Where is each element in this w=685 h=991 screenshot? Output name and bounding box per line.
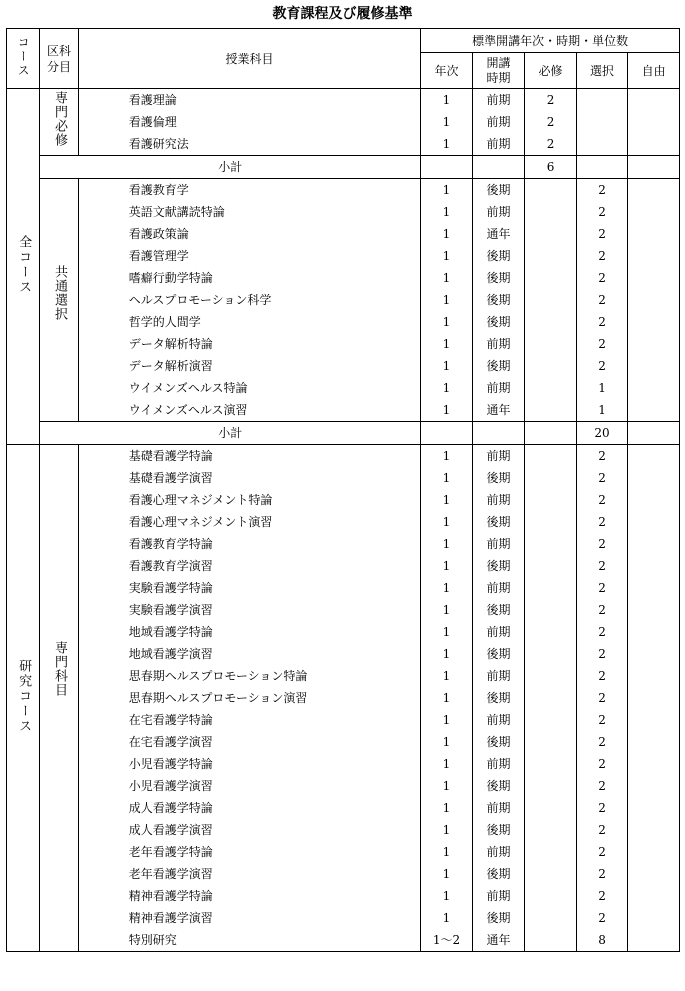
subject-cell: 精神看護学特論 <box>78 885 421 907</box>
year-cell: 1 <box>421 863 473 885</box>
required-cell <box>525 687 577 709</box>
table-row <box>7 89 680 112</box>
period-cell: 前期 <box>472 797 525 819</box>
free-cell <box>628 577 680 599</box>
table-row <box>7 643 680 665</box>
subject-cell: 看護研究法 <box>78 133 421 156</box>
header-category: 区科 分目 <box>40 29 78 89</box>
table-row <box>7 599 680 621</box>
year-cell: 1 <box>421 687 473 709</box>
elective-cell: 2 <box>576 355 628 377</box>
subject-cell: 看護心理マネジメント演習 <box>78 511 421 533</box>
required-cell <box>525 179 577 202</box>
category-cell: 共通選択 <box>40 179 78 422</box>
elective-cell: 2 <box>576 201 628 223</box>
subject-cell: 看護管理学 <box>78 245 421 267</box>
table-row <box>7 797 680 819</box>
elective-cell: 2 <box>576 445 628 468</box>
table-row <box>7 885 680 907</box>
period-cell: 後期 <box>472 245 525 267</box>
subject-cell: 精神看護学演習 <box>78 907 421 929</box>
subtotal-label: 小計 <box>40 422 421 445</box>
free-cell <box>628 311 680 333</box>
elective-cell: 2 <box>576 907 628 929</box>
period-cell: 前期 <box>472 709 525 731</box>
free-cell <box>628 555 680 577</box>
table-row <box>7 731 680 753</box>
elective-cell <box>576 89 628 112</box>
period-cell: 前期 <box>472 111 525 133</box>
period-cell: 後期 <box>472 511 525 533</box>
subtotal-free-cell <box>628 156 680 179</box>
period-cell: 前期 <box>472 133 525 156</box>
subject-cell: ウイメンズヘルス特論 <box>78 377 421 399</box>
period-cell: 後期 <box>472 775 525 797</box>
year-cell: 1 <box>421 289 473 311</box>
required-cell <box>525 467 577 489</box>
subject-cell: 在宅看護学特論 <box>78 709 421 731</box>
free-cell <box>628 89 680 112</box>
free-cell <box>628 333 680 355</box>
free-cell <box>628 599 680 621</box>
header-subject: 授業科目 <box>78 29 421 89</box>
elective-cell: 2 <box>576 643 628 665</box>
required-cell <box>525 885 577 907</box>
subtotal-elective <box>576 156 628 179</box>
subtotal-period-cell <box>472 422 525 445</box>
year-cell: 1 <box>421 467 473 489</box>
period-cell: 前期 <box>472 665 525 687</box>
free-cell <box>628 445 680 468</box>
header-year: 年次 <box>421 53 473 89</box>
required-cell <box>525 445 577 468</box>
table-row <box>7 267 680 289</box>
subject-cell: 老年看護学特論 <box>78 841 421 863</box>
year-cell: 1 <box>421 179 473 202</box>
subject-cell: データ解析特論 <box>78 333 421 355</box>
free-cell <box>628 133 680 156</box>
free-cell <box>628 179 680 202</box>
category-cell: 専門必修 <box>40 89 78 156</box>
subtotal-row <box>7 156 680 179</box>
table-row <box>7 133 680 156</box>
elective-cell: 2 <box>576 665 628 687</box>
period-cell: 後期 <box>472 289 525 311</box>
period-cell: 後期 <box>472 819 525 841</box>
year-cell: 1 <box>421 643 473 665</box>
required-cell <box>525 665 577 687</box>
required-cell: 2 <box>525 89 577 112</box>
table-header <box>7 29 680 89</box>
year-cell: 1 <box>421 753 473 775</box>
header-required: 必修 <box>525 53 577 89</box>
required-cell <box>525 841 577 863</box>
subtotal-required: 6 <box>525 156 577 179</box>
table-row <box>7 223 680 245</box>
table-row <box>7 753 680 775</box>
subject-cell: 思春期ヘルスプロモーション演習 <box>78 687 421 709</box>
required-cell <box>525 621 577 643</box>
elective-cell <box>576 133 628 156</box>
required-cell <box>525 489 577 511</box>
free-cell <box>628 863 680 885</box>
table-row <box>7 377 680 399</box>
subject-cell: 在宅看護学演習 <box>78 731 421 753</box>
required-cell <box>525 775 577 797</box>
free-cell <box>628 621 680 643</box>
required-cell <box>525 245 577 267</box>
period-cell: 前期 <box>472 89 525 112</box>
required-cell <box>525 731 577 753</box>
year-cell: 1 <box>421 111 473 133</box>
subject-cell: 看護倫理 <box>78 111 421 133</box>
year-cell: 1 <box>421 311 473 333</box>
free-cell <box>628 643 680 665</box>
period-cell: 前期 <box>472 489 525 511</box>
subject-cell: 地域看護学演習 <box>78 643 421 665</box>
header-elective: 選択 <box>576 53 628 89</box>
table-row <box>7 929 680 952</box>
subject-cell: ウイメンズヘルス演習 <box>78 399 421 422</box>
page-title: 教育課程及び履修基準 <box>272 6 413 22</box>
period-cell: 後期 <box>472 267 525 289</box>
free-cell <box>628 489 680 511</box>
year-cell: 1 <box>421 445 473 468</box>
elective-cell: 2 <box>576 511 628 533</box>
subject-cell: 看護心理マネジメント特論 <box>78 489 421 511</box>
year-cell: 1 <box>421 907 473 929</box>
period-cell: 前期 <box>472 885 525 907</box>
period-cell: 前期 <box>472 445 525 468</box>
free-cell <box>628 687 680 709</box>
subtotal-row <box>7 422 680 445</box>
table-row <box>7 399 680 422</box>
year-cell: 1 <box>421 797 473 819</box>
elective-cell: 2 <box>576 775 628 797</box>
year-cell: 1 <box>421 245 473 267</box>
period-cell: 通年 <box>472 929 525 952</box>
subject-cell: 看護教育学演習 <box>78 555 421 577</box>
free-cell <box>628 467 680 489</box>
table-row <box>7 333 680 355</box>
elective-cell: 2 <box>576 885 628 907</box>
year-cell: 1 <box>421 377 473 399</box>
subject-cell: 特別研究 <box>78 929 421 952</box>
year-cell: 1 <box>421 577 473 599</box>
subject-cell: 英語文献講読特論 <box>78 201 421 223</box>
year-cell: 1 <box>421 533 473 555</box>
required-cell <box>525 511 577 533</box>
subject-cell: ヘルスプロモーション科学 <box>78 289 421 311</box>
table-row <box>7 201 680 223</box>
year-cell: 1 <box>421 201 473 223</box>
year-cell: 1 <box>421 731 473 753</box>
elective-cell: 2 <box>576 333 628 355</box>
period-cell: 後期 <box>472 355 525 377</box>
subject-cell: データ解析演習 <box>78 355 421 377</box>
free-cell <box>628 201 680 223</box>
free-cell <box>628 399 680 422</box>
elective-cell: 2 <box>576 467 628 489</box>
year-cell: 1 <box>421 819 473 841</box>
required-cell <box>525 311 577 333</box>
free-cell <box>628 223 680 245</box>
required-cell <box>525 333 577 355</box>
free-cell <box>628 709 680 731</box>
elective-cell <box>576 111 628 133</box>
table-row <box>7 819 680 841</box>
free-cell <box>628 907 680 929</box>
course-cell: 全コース <box>7 89 40 445</box>
year-cell: 1 <box>421 489 473 511</box>
required-cell <box>525 709 577 731</box>
period-cell: 後期 <box>472 687 525 709</box>
subject-cell: 実験看護学演習 <box>78 599 421 621</box>
year-cell: 1 <box>421 665 473 687</box>
year-cell: 1 <box>421 841 473 863</box>
elective-cell: 2 <box>576 577 628 599</box>
required-cell <box>525 355 577 377</box>
elective-cell: 2 <box>576 267 628 289</box>
period-cell: 前期 <box>472 621 525 643</box>
year-cell: 1 <box>421 621 473 643</box>
elective-cell: 2 <box>576 753 628 775</box>
table-row <box>7 245 680 267</box>
year-cell: 1 <box>421 333 473 355</box>
period-cell: 通年 <box>472 223 525 245</box>
subject-cell: 看護理論 <box>78 89 421 112</box>
elective-cell: 2 <box>576 709 628 731</box>
period-cell: 通年 <box>472 399 525 422</box>
subtotal-elective: 20 <box>576 422 628 445</box>
year-cell: 1 <box>421 555 473 577</box>
free-cell <box>628 885 680 907</box>
table-row <box>7 775 680 797</box>
table-row <box>7 289 680 311</box>
period-cell: 後期 <box>472 599 525 621</box>
required-cell <box>525 201 577 223</box>
elective-cell: 2 <box>576 555 628 577</box>
elective-cell: 2 <box>576 863 628 885</box>
elective-cell: 2 <box>576 797 628 819</box>
table-row <box>7 621 680 643</box>
elective-cell: 8 <box>576 929 628 952</box>
elective-cell: 2 <box>576 245 628 267</box>
period-cell: 後期 <box>472 467 525 489</box>
period-cell: 後期 <box>472 863 525 885</box>
required-cell <box>525 863 577 885</box>
year-cell: 1 <box>421 267 473 289</box>
year-cell: 1 <box>421 885 473 907</box>
period-cell: 後期 <box>472 907 525 929</box>
subtotal-year-cell <box>421 422 473 445</box>
table-row <box>7 445 680 468</box>
year-cell: 1 <box>421 599 473 621</box>
elective-cell: 2 <box>576 841 628 863</box>
elective-cell: 2 <box>576 731 628 753</box>
elective-cell: 2 <box>576 311 628 333</box>
elective-cell: 2 <box>576 179 628 202</box>
elective-cell: 2 <box>576 819 628 841</box>
table-row <box>7 841 680 863</box>
table-row <box>7 179 680 202</box>
category-cell: 専門科目 <box>40 445 78 952</box>
subject-cell: 成人看護学演習 <box>78 819 421 841</box>
period-cell: 後期 <box>472 179 525 202</box>
subject-cell: 看護教育学 <box>78 179 421 202</box>
elective-cell: 2 <box>576 621 628 643</box>
required-cell: 2 <box>525 111 577 133</box>
required-cell <box>525 399 577 422</box>
table-row <box>7 489 680 511</box>
required-cell <box>525 643 577 665</box>
elective-cell: 2 <box>576 489 628 511</box>
table-row <box>7 577 680 599</box>
period-cell: 前期 <box>472 377 525 399</box>
subject-cell: 基礎看護学演習 <box>78 467 421 489</box>
elective-cell: 2 <box>576 289 628 311</box>
table-body <box>7 89 680 952</box>
free-cell <box>628 819 680 841</box>
subject-cell: 看護政策論 <box>78 223 421 245</box>
free-cell <box>628 267 680 289</box>
free-cell <box>628 533 680 555</box>
table-row <box>7 111 680 133</box>
free-cell <box>628 841 680 863</box>
subject-cell: 実験看護学特論 <box>78 577 421 599</box>
header-period: 開講 時期 <box>472 53 525 89</box>
subject-cell: 嗜癖行動学特論 <box>78 267 421 289</box>
period-cell: 前期 <box>472 201 525 223</box>
required-cell <box>525 797 577 819</box>
period-cell: 前期 <box>472 333 525 355</box>
required-cell <box>525 819 577 841</box>
free-cell <box>628 929 680 952</box>
subject-cell: 成人看護学特論 <box>78 797 421 819</box>
elective-cell: 1 <box>576 399 628 422</box>
free-cell <box>628 775 680 797</box>
header-standard: 標準開講年次・時期・単位数 <box>421 29 680 53</box>
free-cell <box>628 245 680 267</box>
table-row <box>7 511 680 533</box>
period-cell: 後期 <box>472 555 525 577</box>
period-cell: 後期 <box>472 731 525 753</box>
period-cell: 前期 <box>472 841 525 863</box>
subject-cell: 小児看護学演習 <box>78 775 421 797</box>
required-cell <box>525 223 577 245</box>
subject-cell: 基礎看護学特論 <box>78 445 421 468</box>
subtotal-year-cell <box>421 156 473 179</box>
year-cell: 1 <box>421 223 473 245</box>
elective-cell: 2 <box>576 533 628 555</box>
year-cell: 1 <box>421 775 473 797</box>
period-cell: 後期 <box>472 643 525 665</box>
subject-cell: 哲学的人間学 <box>78 311 421 333</box>
free-cell <box>628 511 680 533</box>
subject-cell: 小児看護学特論 <box>78 753 421 775</box>
table-row <box>7 863 680 885</box>
elective-cell: 2 <box>576 223 628 245</box>
required-cell <box>525 577 577 599</box>
table-row <box>7 467 680 489</box>
required-cell: 2 <box>525 133 577 156</box>
table-row <box>7 555 680 577</box>
free-cell <box>628 797 680 819</box>
free-cell <box>628 111 680 133</box>
free-cell <box>628 731 680 753</box>
subject-cell: 思春期ヘルスプロモーション特論 <box>78 665 421 687</box>
period-cell: 後期 <box>472 311 525 333</box>
table-row <box>7 907 680 929</box>
period-cell: 前期 <box>472 577 525 599</box>
required-cell <box>525 907 577 929</box>
subtotal-required <box>525 422 577 445</box>
free-cell <box>628 377 680 399</box>
course-cell: 研究コース <box>7 445 40 952</box>
year-cell: 1 <box>421 89 473 112</box>
year-cell: 1 <box>421 399 473 422</box>
period-cell: 前期 <box>472 753 525 775</box>
table-row <box>7 665 680 687</box>
subtotal-label: 小計 <box>40 156 421 179</box>
subtotal-free-cell <box>628 422 680 445</box>
year-cell: 1 <box>421 133 473 156</box>
required-cell <box>525 267 577 289</box>
header-course: コース <box>7 29 40 89</box>
header-free: 自由 <box>628 53 680 89</box>
required-cell <box>525 555 577 577</box>
table-row <box>7 311 680 333</box>
free-cell <box>628 289 680 311</box>
table-row <box>7 687 680 709</box>
subtotal-period-cell <box>472 156 525 179</box>
table-row <box>7 709 680 731</box>
year-cell: 1 <box>421 355 473 377</box>
elective-cell: 2 <box>576 599 628 621</box>
free-cell <box>628 355 680 377</box>
required-cell <box>525 753 577 775</box>
required-cell <box>525 533 577 555</box>
required-cell <box>525 599 577 621</box>
required-cell <box>525 289 577 311</box>
free-cell <box>628 665 680 687</box>
free-cell <box>628 753 680 775</box>
curriculum-table <box>6 28 680 952</box>
table-row <box>7 533 680 555</box>
elective-cell: 1 <box>576 377 628 399</box>
required-cell <box>525 929 577 952</box>
year-cell: 1 <box>421 511 473 533</box>
required-cell <box>525 377 577 399</box>
subject-cell: 看護教育学特論 <box>78 533 421 555</box>
year-cell: 1 <box>421 709 473 731</box>
subject-cell: 老年看護学演習 <box>78 863 421 885</box>
subject-cell: 地域看護学特論 <box>78 621 421 643</box>
year-cell: 1～2 <box>421 929 473 952</box>
elective-cell: 2 <box>576 687 628 709</box>
table-row <box>7 355 680 377</box>
period-cell: 前期 <box>472 533 525 555</box>
